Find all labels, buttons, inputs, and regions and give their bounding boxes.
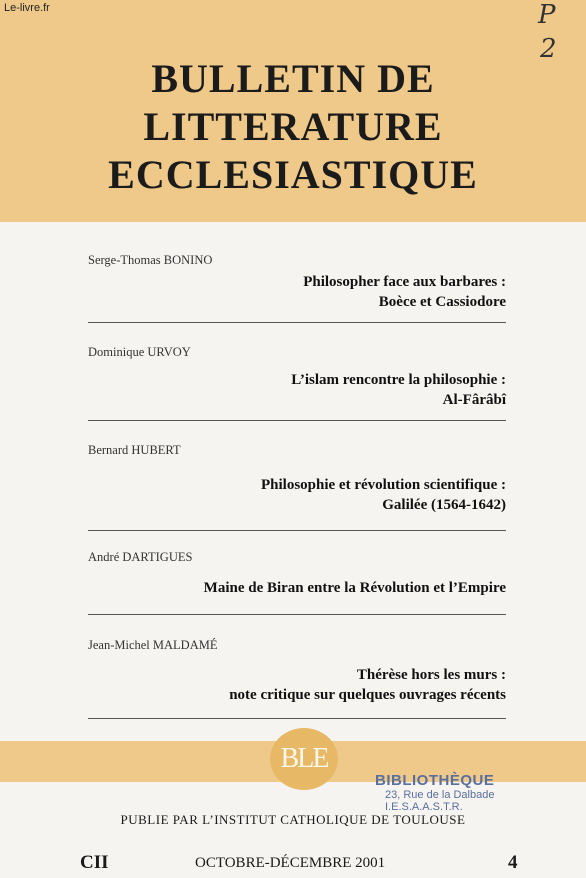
stamp-line-3: I.E.S.A.A.S.T.R. — [385, 801, 463, 813]
stamp-line-1: BIBLIOTHÈQUE — [375, 772, 495, 789]
issue-number: 4 — [508, 852, 518, 873]
article-4-title-line-1: Maine de Biran entre la Révolution et l’Empire — [203, 580, 506, 596]
article-2-title-line-2: Al-Fârâbî — [442, 392, 506, 408]
article-2-title — [291, 370, 506, 410]
article-2-author: Dominique URVOY — [88, 345, 191, 359]
article-3-title — [261, 475, 506, 515]
handwritten-note-2: 2 — [540, 34, 557, 64]
article-5-title — [229, 665, 506, 705]
article-5-author: Jean-Michel MALDAMÉ — [88, 638, 218, 652]
article-4-title — [204, 578, 506, 598]
article-1-title-line-1: Philosopher face aux barbares : — [303, 274, 506, 290]
watermark: Le-livre.fr — [4, 2, 50, 14]
article-3-title-line-2: Galilée (1564-1642) — [382, 497, 506, 513]
divider-2 — [88, 420, 506, 421]
article-5-title-line-1: Thérèse hors les murs : — [356, 667, 506, 683]
article-1-title — [303, 272, 506, 312]
article-3-title-line-1: Philosophie et révolution scientifique : — [261, 477, 506, 493]
stamp-line-2: 23, Rue de la Dalbade — [385, 789, 495, 801]
divider-3 — [88, 530, 506, 531]
logo-text: BLE — [280, 743, 328, 774]
publisher-line: PUBLIE PAR L’INSTITUT CATHOLIQUE DE TOULOUSE — [120, 812, 466, 827]
ble-logo — [270, 728, 338, 790]
title-line-2: LITTERATURE — [143, 104, 443, 149]
article-4-author: André DARTIGUES — [88, 550, 193, 564]
issue-date: OCTOBRE-DÉCEMBRE 2001 — [195, 855, 386, 871]
article-5-title-line-2: note critique sur quelques ouvrages récents — [229, 687, 506, 703]
article-1-author: Serge-Thomas BONINO — [88, 253, 213, 267]
divider-5 — [88, 718, 506, 719]
article-3-author: Bernard HUBERT — [88, 443, 181, 457]
divider-1 — [88, 322, 506, 323]
handwritten-note-1: P — [538, 0, 556, 30]
article-1-title-line-2: Boèce et Cassiodore — [378, 294, 506, 310]
article-2-title-line-1: L’islam rencontre la philosophie : — [291, 372, 506, 388]
title-line-1: BULLETIN DE — [151, 56, 435, 101]
volume-number: CII — [80, 852, 109, 873]
title-line-3: ECCLESIASTIQUE — [108, 152, 478, 197]
library-stamp — [375, 772, 535, 813]
divider-4 — [88, 614, 506, 615]
